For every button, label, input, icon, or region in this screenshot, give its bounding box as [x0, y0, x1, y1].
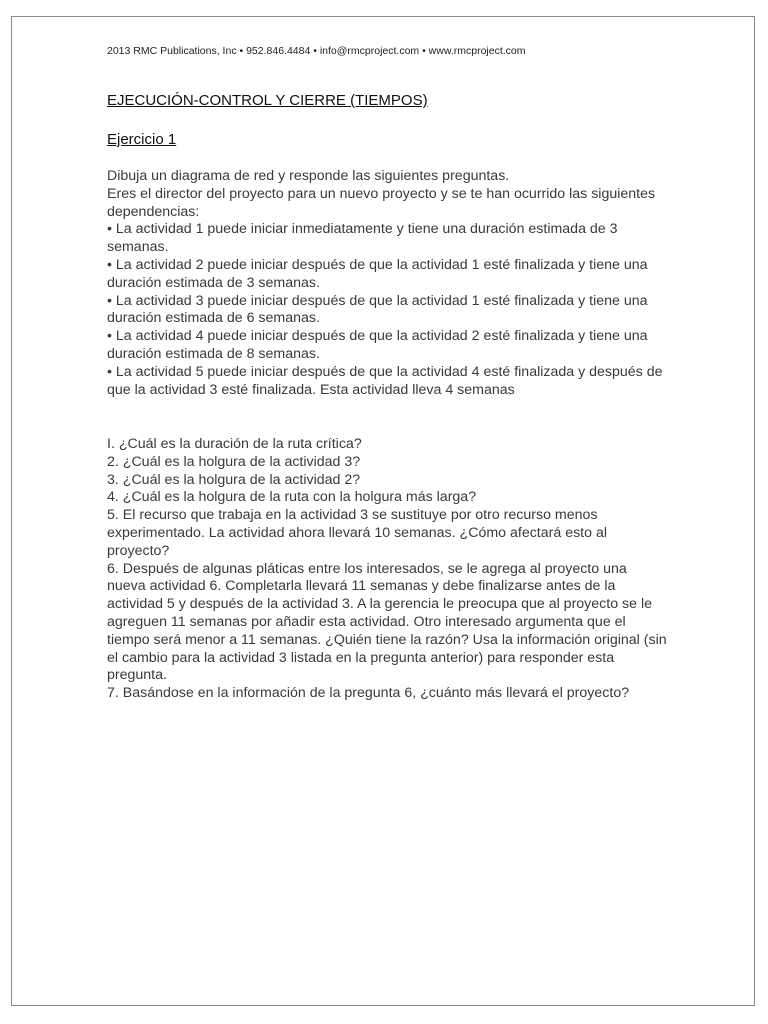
question-item: 6. Después de algunas pláticas entre los interesados, se le agrega al proyecto una nueva actividad 6. Completarla llevará 11 semanas y debe finalizarse antes de la actividad 5 y después de la actividad 3. A la gerencia le preocupa que al proyecto se le agreguen 11 semanas por añadir esta actividad. Otro interesado argumenta que el tiempo será menor a 11 semanas. ¿Quién tiene la razón? Usa la información original (sin el cambio para la actividad 3 listada en la pregunta anterior) para responder esta pregunta.	[107, 560, 667, 684]
dependency-item: • La actividad 1 puede iniciar inmediatamente y tiene una duración estimada de 3 semanas.	[107, 221, 618, 256]
dependency-item: • La actividad 4 puede iniciar después de que la actividad 2 esté finalizada y tiene una duración estimada de 8 semanas.	[107, 328, 648, 362]
dependency-item: • La actividad 2 puede iniciar después de que la actividad 1 esté finalizada y tiene una duración estimada de 3 semanas.	[107, 256, 648, 291]
intro-paragraph: Dibuja un diagrama de red y responde las siguientes preguntas.	[107, 168, 510, 184]
document-title: EJECUCIÓN-CONTROL Y CIERRE (TIEMPOS)	[107, 92, 428, 109]
intro-section	[107, 168, 667, 399]
dependency-item: • La actividad 3 puede iniciar después de que la actividad 1 esté finalizada y tiene una duración estimada de 6 semanas.	[107, 292, 648, 327]
question-item: 7. Basándose en la información de la pregunta 6, ¿cuánto más llevará el proyecto?	[107, 685, 630, 702]
question-item: 4. ¿Cuál es la holgura de la ruta con la holgura más larga?	[107, 489, 477, 506]
question-item: I. ¿Cuál es la duración de la ruta crítica?	[107, 436, 362, 452]
exercise-title: Ejercicio 1	[107, 131, 177, 148]
question-item: 5. El recurso que trabaja en la actividad 3 se sustituye por otro recurso menos experimentado. La actividad ahora llevará 10 semanas. ¿Cómo afectará esto al proyecto?	[107, 507, 607, 559]
intro-paragraph: Eres el director del proyecto para un nuevo proyecto y se te han ocurrido las siguientes dependencias:	[107, 185, 656, 220]
questions-section	[107, 436, 667, 703]
page-header: 2013 RMC Publications, Inc • 952.846.4484 • info@rmcproject.com • www.rmcproject.com	[107, 45, 526, 57]
dependency-item: • La actividad 5 puede iniciar después de que la actividad 4 esté finalizada y después de que la actividad 3 esté finalizada. Esta actividad lleva 4 semanas	[107, 363, 663, 398]
question-item: 2. ¿Cuál es la holgura de la actividad 3?	[107, 453, 361, 470]
question-item: 3. ¿Cuál es la holgura de la actividad 2?	[107, 471, 361, 488]
